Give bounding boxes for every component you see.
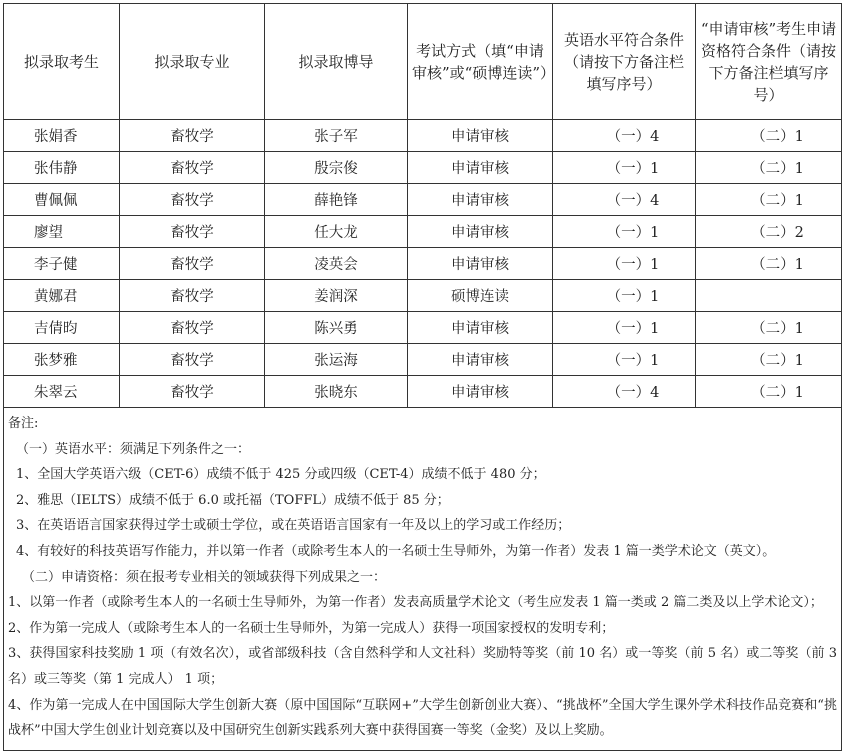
major-cell: 畜牧学 [120, 376, 265, 408]
english-level-cell: （一）1 [553, 312, 696, 344]
header-exam-method: 考试方式（填“申请审核”或“硕博连读”） [408, 4, 553, 120]
qual-title: （二）申请资格：须在报考专业相关的领域获得下列成果之一： [22, 569, 387, 585]
table-row [4, 216, 842, 248]
exam-method-cell: 申请审核 [408, 312, 553, 344]
english-title: （一）英语水平：须满足下列条件之一： [16, 441, 251, 457]
qualification-cell: （二）1 [696, 312, 842, 344]
advisor-cell: 张子军 [265, 120, 408, 152]
student-cell: 李子健 [4, 248, 120, 280]
advisor-cell: 姜润深 [265, 280, 408, 312]
header-qualification: “申请审核”考生申请资格符合条件（请按下方备注栏填写序号） [696, 4, 842, 120]
qualification-cell: （二）1 [696, 344, 842, 376]
qualification-cell: （二）1 [696, 376, 842, 408]
exam-method-cell: 申请审核 [408, 216, 553, 248]
english-level-cell: （一）4 [553, 376, 696, 408]
student-cell: 张梦雅 [4, 344, 120, 376]
qualification-cell: （二）1 [696, 184, 842, 216]
qualification-cell: （二）1 [696, 120, 842, 152]
qualification-cell [696, 280, 842, 312]
advisor-cell: 任大龙 [265, 216, 408, 248]
english-item: 4、有较好的科技英语写作能力，并以第一作者（或除考生本人的一名硕士生导师外，为第一作者）发表 1 篇一类学术论文（英文）。 [16, 543, 776, 559]
advisor-cell: 张晓东 [265, 376, 408, 408]
advisor-cell: 凌英会 [265, 248, 408, 280]
admission-table [3, 3, 842, 751]
table-row [4, 376, 842, 408]
english-level-cell: （一）1 [553, 280, 696, 312]
table-row [4, 280, 842, 312]
advisor-cell: 殷宗俊 [265, 152, 408, 184]
advisor-cell: 陈兴勇 [265, 312, 408, 344]
table-row [4, 312, 842, 344]
student-cell: 黄娜君 [4, 280, 120, 312]
major-cell: 畜牧学 [120, 344, 265, 376]
advisor-cell: 薛艳锋 [265, 184, 408, 216]
header-major: 拟录取专业 [120, 4, 265, 120]
exam-method-cell: 申请审核 [408, 152, 553, 184]
notes-label: 备注: [8, 416, 39, 431]
student-cell: 廖望 [4, 216, 120, 248]
qualification-cell: （二）2 [696, 216, 842, 248]
table-row [4, 184, 842, 216]
major-cell: 畜牧学 [120, 216, 265, 248]
english-item: 3、在英语语言国家获得过学士或硕士学位，或在英语语言国家有一年及以上的学习或工作经历； [16, 518, 571, 534]
qualification-cell: （二）1 [696, 248, 842, 280]
header-advisor: 拟录取博导 [265, 4, 408, 120]
english-level-cell: （一）1 [553, 216, 696, 248]
qual-item: 3、获得国家科技奖励 1 项（有效名次），或省部级科技（含自然科学和人文社科）奖励特等奖（前 10 名）或一等奖（前 5 名）或二等奖（前 3 名）或三等奖（第 1 完成人） 1 项； [8, 646, 837, 687]
english-item: 2、雅思（IELTS）成绩不低于 6.0 或托福（TOFFL）成绩不低于 85 分； [16, 492, 450, 508]
major-cell: 畜牧学 [120, 248, 265, 280]
exam-method-cell: 硕博连读 [408, 280, 553, 312]
english-level-cell: （一）4 [553, 184, 696, 216]
exam-method-cell: 申请审核 [408, 376, 553, 408]
exam-method-cell: 申请审核 [408, 184, 553, 216]
major-cell: 畜牧学 [120, 280, 265, 312]
english-level-cell: （一）1 [553, 152, 696, 184]
header-row [4, 4, 842, 120]
english-level-cell: （一）1 [553, 344, 696, 376]
major-cell: 畜牧学 [120, 120, 265, 152]
notes-row [4, 408, 842, 751]
major-cell: 畜牧学 [120, 152, 265, 184]
student-cell: 张娟香 [4, 120, 120, 152]
exam-method-cell: 申请审核 [408, 120, 553, 152]
student-cell: 张伟静 [4, 152, 120, 184]
student-cell: 朱翠云 [4, 376, 120, 408]
header-english-level: 英语水平符合条件（请按下方备注栏填写序号） [553, 4, 696, 120]
qualification-cell: （二）1 [696, 152, 842, 184]
student-cell: 吉倩昀 [4, 312, 120, 344]
qual-item: 1、以第一作者（或除考生本人的一名硕士生导师外，为第一作者）发表高质量学术论文（考生应发表 1 篇一类或 2 篇二类及以上学术论文）； [8, 595, 823, 611]
table-row [4, 152, 842, 184]
table-row [4, 120, 842, 152]
header-student: 拟录取考生 [4, 4, 120, 120]
exam-method-cell: 申请审核 [408, 248, 553, 280]
english-item: 1、全国大学英语六级（CET-6）成绩不低于 425 分或四级（CET-4）成绩不低于 480 分； [16, 467, 546, 483]
table-row [4, 248, 842, 280]
major-cell: 畜牧学 [120, 184, 265, 216]
table-row [4, 344, 842, 376]
english-level-cell: （一）4 [553, 120, 696, 152]
notes-cell [4, 408, 842, 751]
english-level-cell: （一）1 [553, 248, 696, 280]
student-cell: 曹佩佩 [4, 184, 120, 216]
qual-item: 4、作为第一完成人在中国国际大学生创新大赛（原中国国际“互联网+”大学生创新创业大赛）、“挑战杯”全国大学生课外学术科技作品竞赛和“挑战杯”中国大学生创业计划竞赛以及中国研究生创新实践系列大赛中获得国赛一等奖（金奖）及以上奖励。 [8, 697, 837, 739]
exam-method-cell: 申请审核 [408, 344, 553, 376]
major-cell: 畜牧学 [120, 312, 265, 344]
qual-item: 2、作为第一完成人（或除考生本人的一名硕士生导师外，为第一完成人）获得一项国家授权的发明专利； [8, 620, 615, 636]
advisor-cell: 张运海 [265, 344, 408, 376]
